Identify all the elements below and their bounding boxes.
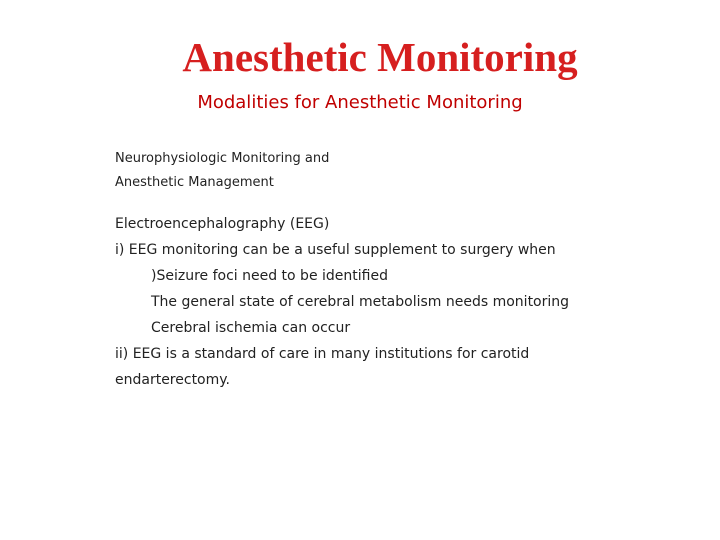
point-2-text-line-1: ii) EEG is a standard of care in many institutions for carotid: [115, 346, 530, 362]
sub-point-cerebral-metabolism: The general state of cerebral metabolism needs monitoring: [151, 294, 570, 310]
section-heading-line-2: Anesthetic Management: [115, 175, 274, 190]
body-text-block: [115, 211, 635, 393]
point-1-text: i) EEG monitoring can be a useful supplement to surgery when: [115, 242, 556, 258]
section-heading-line-1: Neurophysiologic Monitoring and: [115, 151, 330, 166]
section-heading: [115, 147, 575, 195]
slide-subtitle: Modalities for Anesthetic Monitoring: [197, 92, 523, 113]
sub-point-seizure-foci: )Seizure foci need to be identified: [151, 268, 388, 284]
sub-point-cerebral-ischemia: Cerebral ischemia can occur: [151, 320, 351, 336]
point-2-text-line-2: endarterectomy.: [115, 372, 231, 388]
eeg-topic-line: Electroencephalography (EEG): [115, 216, 330, 232]
slide-title: Anesthetic Monitoring: [182, 34, 578, 80]
